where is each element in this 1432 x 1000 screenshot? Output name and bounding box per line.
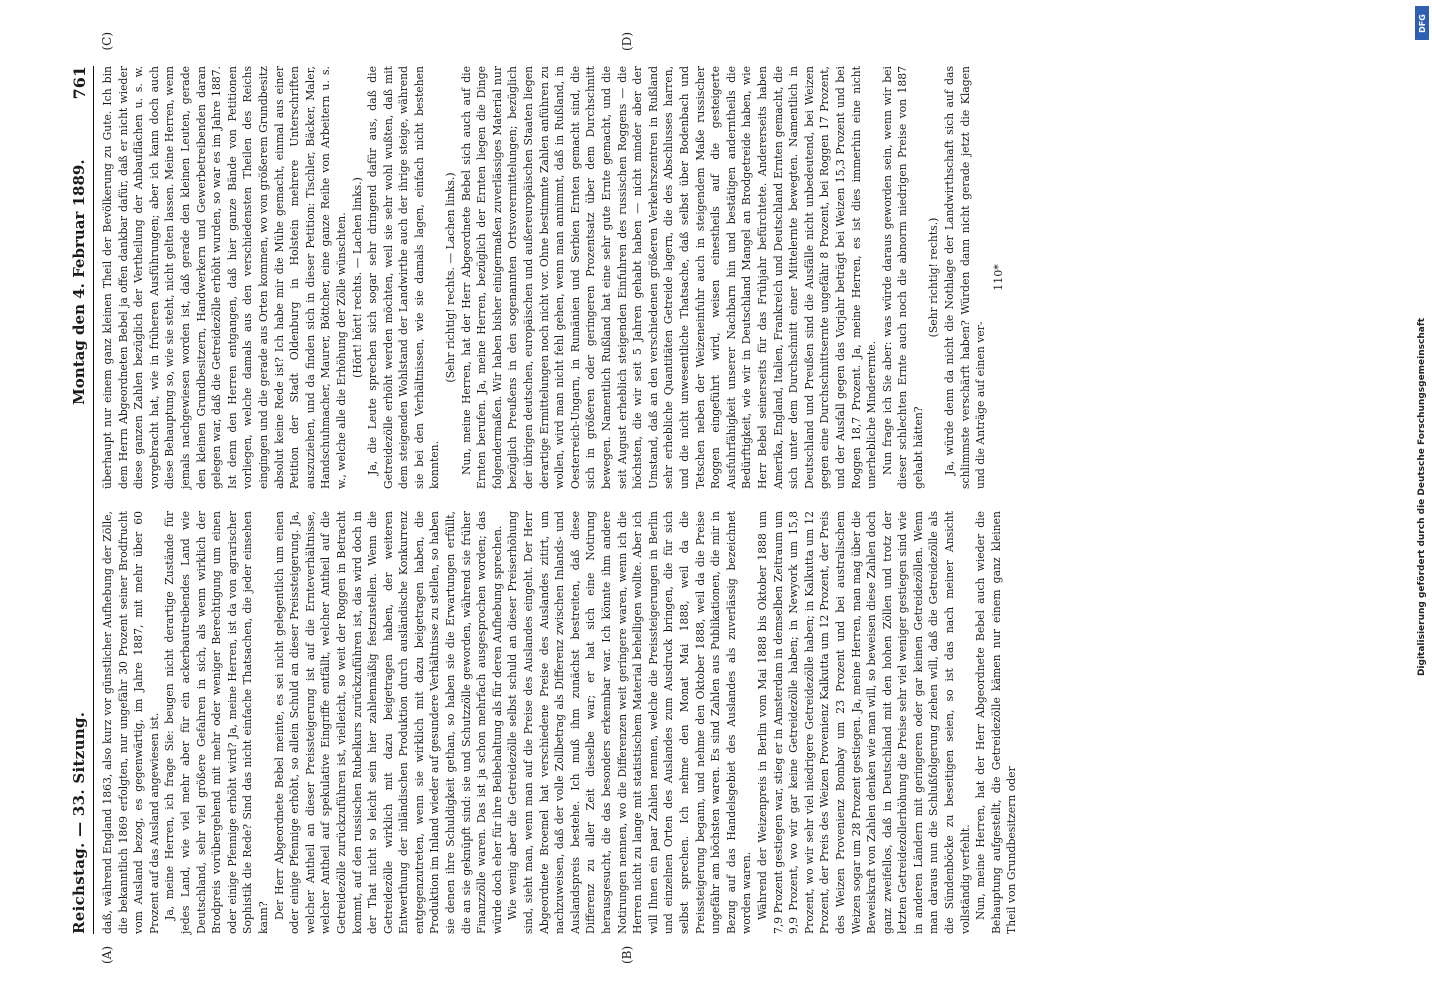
paragraph: überhaupt nur einem ganz kleinen Theil der Bevölkerung zu Gute. Ich bin dem Herrn Abgeordneten Bebel ja offen dankbar dafür, daß er nicht wieder diese ganzen Zahlen bezüglich der Vertheilung der Anbauflächen u. s. w. vorgebracht hat, wie in früheren Ausführungen; aber ich kann doch auch diese Behauptung so, wie sie steht, nicht gelten lassen. Meine Herren, wenn jemals nachgewiesen worden ist, daß gerade den kleinen Leuten, gerade den kleinen Grundbesitzern, Handwerkern und Gewerbetreibenden daran gelegen war, daß die Getreidezölle erhöht wurden, so war es im Jahre 1887. Ist denn den Herren entgangen, daß hier ganze Bände von Petitionen vorliegen, welche damals aus den verschiedensten Theilen des Reichs eingingen und die gerade aus Orten kommen, wo von größerem Grundbesitz absolut keine Rede ist? Ich habe mir die Mühe gemacht, einmal aus einer Petition der Stadt Oldenburg in Holstein mehrere Unterschriften auszuziehen, und da finden sich in dieser Petition: Tischler, Bäcker, Maler, Handschuhmacher, Maurer, Böttcher, eine ganze Reihe von Arbeitern u. s. w., welche alle die Erhöhung der Zölle wünschten. — [101, 66, 348, 489]
paragraph: Wie wenig aber die Getreidezölle selbst schuld an dieser Preiserhöhung sind, sieht man, wenn man auf die Preise des Auslandes eingeht. Der Herr Abgeordnete Broemel hat verschiedene Preise des Auslandes zitirt, um nachzuweisen, daß der volle Zollbetrag als Differenz zwischen Inlands- und Auslandspreis bestehe. Ich muß ihm zunächst bestreiten, daß diese Differenz zu aller Zeit dieselbe war; er hat sich eine Notirung herausgesucht, die das besonders erkennbar war. Ich könnte ihm andere Notirungen nennen, wo die Differenzen weit geringere waren, wenn ich die Herren nicht zu lange mit statistischem Material behelligen wollte. Aber ich will Ihnen ein paar Zahlen nennen, welche die Preissteigerungen in Berlin und einzelnen Orten des Auslandes zum Ausdruck bringen, die für sich selbst sprechen. Ich nehme den Monat Mai 1888, weil da die Preissteigerung begann, und nehme den Oktober 1888, weil da die Preise ungefähr am höchsten waren. Es sind Zahlen aus Publikationen, die mir in Bezug auf das Handelsgebiet des Auslandes als zuverlässig bezeichnet worden waren. — [506, 511, 754, 934]
header-date: Montag den 4. Februar 1889. — [70, 159, 88, 405]
footer-number: 110* — [991, 264, 1005, 291]
paragraph: Ja, meine Herren, ich frage Sie: beugen nicht derartige Zustände für jedes Land, wie viel mehr aber für ein ackerbautreibendes Land wie Deutschland, sehr viel größere Gefahren in sich, als wenn wirklich der Brodpreis vorübergehend mit mehr oder weniger Berechtigung um einen oder einige Pfennige erhöht wird? Ja, meine Herren, ist da von agrarischer Sophistik die Rede? Sind das nicht einfache Thatsachen, die jeder einsehen kann? — [163, 511, 270, 934]
margin-marker-b: (B) — [620, 945, 634, 964]
paragraph: Der Herr Abgeordnete Bebel meinte, es sei nicht gelegentlich um einen oder einige Pfennige erhöht, so allein Schuld an dieser Preissteigerung. Ja, welcher Antheil an dieser Preissteigerung ist auf die Ernteverhältnisse, welcher Antheil auf spekulative Eingriffe entfällt, welcher Antheil auf die Getreidezölle zurückzuführen ist, vielleicht, so weit der Roggen in Betracht kommt, auf den russischen Rubelkurs zurückzuführen ist, das wird doch in der That nicht so leicht sein hier zahlenmäßig festzustellen. Wenn die Getreidezölle wirklich mit dazu beigetragen haben, der weiteren Entwerthung der inländischen Produktion durch ausländische Konkurrenz entgegenzutreten, wenn sie wirklich mit dazu beigetragen haben, die Produktion im Inland wieder auf gesundere Verhältnisse zu stellen, so haben sie denen ihre Schuldigkeit gethan, so haben sie die Erwartungen erfüllt, die an sie geknüpft sind: sie und Schutzzölle geworden, während sie früher Finanzzölle waren. Das ist ja schon mehrfach ausgesprochen worden; das würde doch eher für ihre Beibehaltung als für deren Aufhebung sprechen. — [272, 511, 504, 934]
interjection: (Sehr richtig! rechts.) — [927, 217, 941, 338]
margin-marker-c: (C) — [100, 32, 114, 51]
header-right — [70, 66, 89, 405]
dfg-logo: DFG — [1415, 6, 1429, 40]
digitization-notice — [1415, 0, 1429, 1000]
newspaper-page — [26, 20, 1406, 980]
margin-marker-d: (D) — [620, 32, 634, 51]
paragraph: Nun, meine Herren, hat der Herr Abgeordnete Bebel sich auch auf die Ernten berufen. Ja, meine Herren, bezüglich der Ernten liegen die Dinge folgendermaßen. Wir haben bisher einigermaßen zuverlässiges Material nur bezüglich Preußens in den sogenannten Ortsvorermittelungen; bezüglich der übrigen deutschen, europäischen und außereuropäischen Staaten liegen derartige Ermittelungen noch nicht vor. Ohne bestimmte Zahlen anführen zu wollen, wird man nicht fehl gehen, wenn man annimmt, daß in Rußland, in Oesterreich-Ungarn, in Rumänien und Serbien Ernten gemacht sind, die sich in größeren oder geringeren Prozentsatz über dem Durchschnitt bewegen. Namentlich Rußland hat eine sehr gute Ernte gemacht, und die seit August erheblich steigenden Einfuhren des russischen Roggens — die höchsten, die wir seit 5 Jahren gehabt haben — nicht minder aber der Umstand, daß an den verschiedenen größeren Verkehrszentren in Rußland sehr erhebliche Quantitäten Getreide lagern, die des Abschlusses harren, und die nicht unwesentliche Thatsache, daß selbst über Bodenbach und Tetschen neben der Weizeneinfuhr auch in steigendem Maße russischer Roggen eingeführt wird, weisen einestheils auf die gesteigerte Ausfuhrfähigkeit unserer Nachbarn hin und bestätigen anderntheils die Bedürftigkeit, wie wir in Deutschland Mangel an Brodgetreide haben, wie Herr Bebel seinerseits für das Frühjahr befürchtete. Andererseits haben Amerika, England, Italien, Frankreich und Deutschland Ernten gemacht, die sich unter dem Durchschnitt einer Mittelernte bewegten. Namentlich in Deutschland und Preußen sind die Ausfälle nicht unbedeutend, bei Weizen gegen eine Durchschnittsernte ungefähr 8 Prozent, bei Roggen 17 Prozent, und der Ausfall gegen das Vorjahr beträgt bei Weizen 15,3 Prozent und bei Roggen 18,7 Prozent. Ja, meine Herren, es ist dies immerhin eine nicht unerhebliche Minderernte. — [459, 66, 879, 489]
right-column — [100, 66, 1020, 489]
left-column — [100, 511, 1020, 934]
paragraph: Während der Weizenpreis in Berlin vom Mai 1888 bis Oktober 1888 um 7,9 Prozent gestiegen war, stieg er in Amsterdam in demselben Zeitraum um 9,9 Prozent, wo wir gar keine Getreidezölle haben; in Newyork um 15,8 Prozent, wo wir sehr viel niedrigere Getreidezölle haben; in Kalkutta um 12 Prozent, der Preis des Weizen Provenienz Kalkutta um 12 Prozent, der Preis des Weizen Provenienz Bombay um 23 Prozent und bei australischem Weizen sogar um 28 Prozent gestiegen. Ja, meine Herren, man mag über die Beweiskraft von Zahlen denken wie man will, so beweisen diese Zahlen doch ganz zweifellos, daß in Deutschland mit den hohen Zöllen und trotz der letzten Getreidezollerhöhung die Preise sehr viel weniger gestiegen sind wie in anderen Ländern mit geringeren oder gar keinen Getreidezöllen. Wenn man daraus nun die Schlußfolgerung ziehen will, daß die Getreidezölle als die Sündenböcke zu beseitigen seien, so ist das nach meiner Ansicht vollständig verfehlt. — [755, 511, 972, 934]
paragraph: Nun frage ich Sie aber: was würde daraus geworden sein, wenn wir bei dieser schlechten Ernte auch noch die abnorm niedrigen Preise von 1887 gehabt hätten? — [880, 66, 925, 489]
paragraph: Ja, die Leute sprechen sich sogar sehr dringend dafür aus, daß die Getreidezölle erhöht werden möchten, weil sie sehr wohl wußten, daß mit dem steigenden Wohlstand der Landwirthe auch der ihrige steige, während sie bei den Verhältnissen, wie sie damals lagen, einfach nicht bestehen konnten. — [366, 66, 442, 489]
paragraph: Nun, meine Herren, hat der Herr Abgeordnete Bebel auch wieder die Behauptung aufgestellt, die Getreidezölle kämen nur einem ganz kleinen Theil von Grundbesitzern oder — [974, 511, 1019, 934]
header-page-number: 761 — [70, 66, 89, 100]
dfg-notice-text: Digitalisierung gefördert durch die Deutsche Forschungsgemeinschaft — [1417, 317, 1427, 677]
text-columns — [100, 32, 1020, 964]
page-header — [70, 66, 94, 934]
margin-marker-a: (A) — [100, 945, 114, 964]
paragraph: Ja, würde denn da nicht die Nothlage der Landwirthschaft sich auf das schlimmste verschärft haben? Würden dann nicht gerade jetzt die Klagen und die Anträge auf einen ver- — [943, 66, 988, 489]
paragraph: daß, während England 1863, also kurz vor günstlicher Aufhebung der Zölle, die bekanntlich 1869 erfolgten, nur ungefähr 30 Prozent seiner Brodfrucht vom Ausland bezog, es gegenwärtig, im Jahre 1887, mit mehr über 60 Prozent auf das Ausland angewiesen ist. — [101, 511, 161, 934]
header-session: Reichstag. — 33. Sitzung. — [70, 711, 88, 934]
interjection: (Hört! hört! rechts. — Lachen links.) — [350, 177, 364, 378]
interjection: (Sehr richtig! rechts. — Lachen links.) — [444, 172, 458, 383]
